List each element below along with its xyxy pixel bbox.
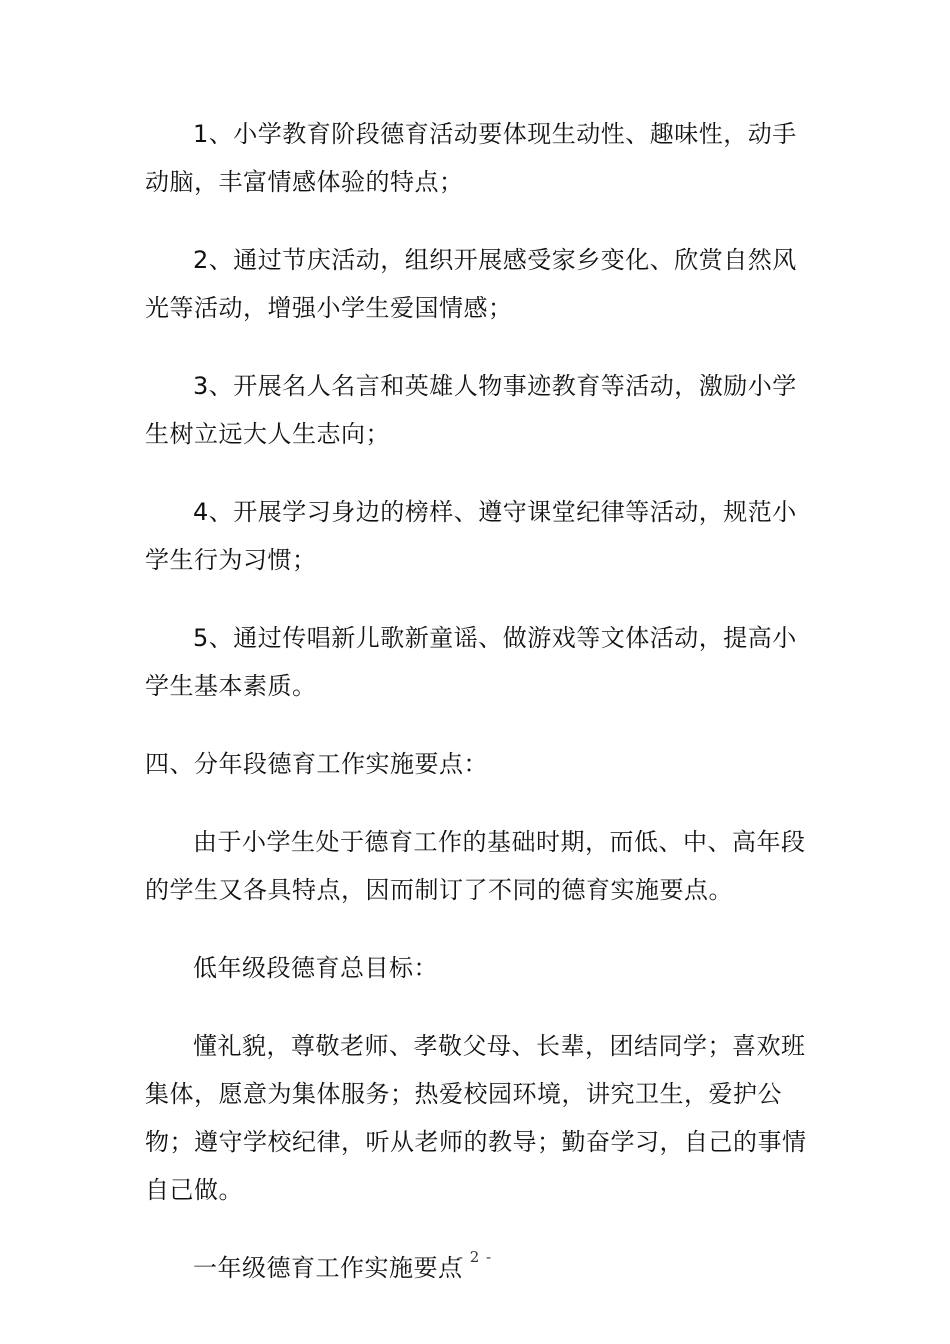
paragraph-item-2: 2、通过节庆活动，组织开展感受家乡变化、欣赏自然风光等活动，增强小学生爱国情感；	[145, 246, 797, 322]
paragraph-lower-grade-goal: 懂礼貌，尊敬老师、孝敬父母、长辈，团结同学；喜欢班集体，愿意为集体服务；热爱校园环境，讲究卫生，爱护公物；遵守学校纪律，听从老师的教导；勤奋学习，自己的事情自己做。	[145, 1032, 807, 1204]
subheading-lower-grade-goal: 低年级段德育总目标：	[193, 954, 438, 982]
page-number: - 2 -	[457, 1248, 493, 1266]
document-body	[145, 110, 810, 1322]
paragraph-item-5: 5、通过传唱新儿歌新童谣、做游戏等文体活动，提高小学生基本素质。	[145, 624, 797, 700]
paragraph-item-3: 3、开展名人名言和英雄人物事迹教育等活动，激励小学生树立远大人生志向；	[145, 372, 797, 448]
section-heading: 四、分年段德育工作实施要点：	[145, 750, 488, 778]
paragraph-intro: 由于小学生处于德育工作的基础时期，而低、中、高年段的学生又各具特点，因而制订了不同的德育实施要点。	[145, 828, 806, 904]
paragraph-item-4: 4、开展学习身边的榜样、遵守课堂纪律等活动，规范小学生行为习惯；	[145, 498, 797, 574]
paragraph-item-1: 1、小学教育阶段德育活动要体现生动性、趣味性，动手动脑，丰富情感体验的特点；	[145, 120, 797, 196]
subheading-grade-one: 一年级德育工作实施要点	[193, 1254, 463, 1282]
